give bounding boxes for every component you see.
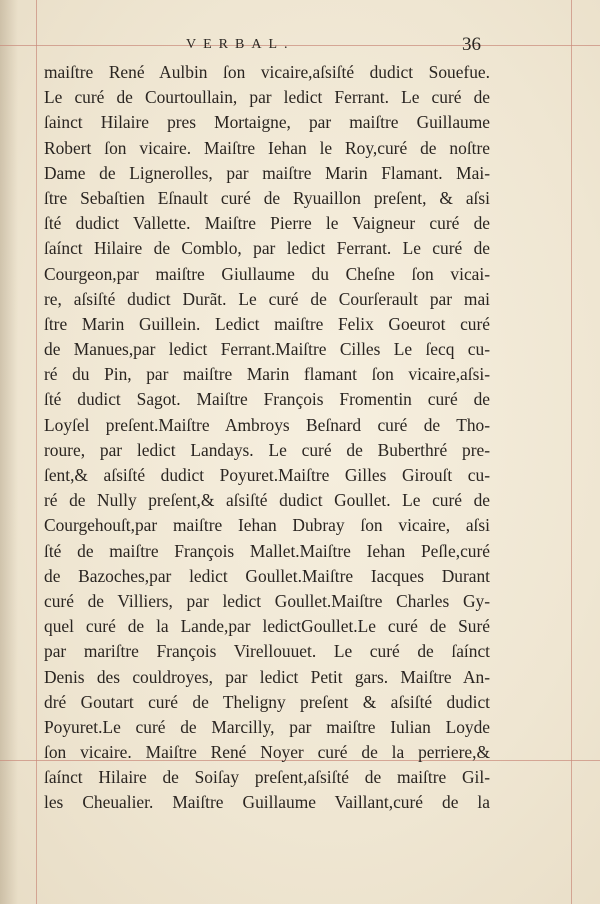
text-line: re, aſsiſté dudict Durãt. Le curé de Courſerault par mai — [44, 288, 490, 309]
page-header — [0, 34, 600, 56]
text-line: Loyſel preſent.Maiſtre Ambroys Beſnard curé de Tho- — [44, 414, 490, 435]
ruled-line-left — [36, 0, 37, 904]
text-line: ſaínct Hilaire de Comblo, par ledict Ferrant. Le curé de — [44, 238, 490, 259]
text-line: ſtre Sebaſtien Eſnault curé de Ryuaillon preſent, & aſsi — [44, 187, 490, 208]
text-line: curé de Villiers, par ledict Goullet.Maiſtre Charles Gy- — [44, 590, 490, 611]
text-line: Poyuret.Le curé de Marcilly, par maiſtre Iulian Loyde — [44, 716, 490, 737]
text-line: Courgehouſt,par maiſtre Iehan Dubray ſon vicaire, aſsi — [44, 515, 490, 536]
text-line: maiſtre René Aulbin ſon vicaire,aſsiſté dudict Souefue. — [44, 62, 490, 82]
ruled-line-right — [571, 0, 572, 904]
text-line: ſent,& aſsiſté dudict Poyuret.Maiſtre Gilles Girouſt cu- — [44, 465, 490, 485]
text-line: ſté dudict Sagot. Maiſtre François Fromentin curé de — [44, 389, 490, 410]
text-line: Robert ſon vicaire. Maiſtre Iehan le Roy,curé de noſtre — [44, 137, 490, 158]
text-line: ſainct Hilaire pres Mortaigne, par maiſtre Guillaume — [44, 112, 490, 133]
text-line: roure, par ledict Landays. Le curé de Buberthré pre- — [44, 439, 490, 460]
text-line: ſon vicaire. Maiſtre René Noyer curé de la perriere,& — [44, 742, 490, 763]
text-line: Courgeon,par maiſtre Giullaume du Cheſne ſon vicai- — [44, 263, 490, 284]
text-line: ré de Nully preſent,& aſsiſté dudict Goullet. Le curé de — [44, 490, 490, 511]
text-line: ſté dudict Vallette. Maiſtre Pierre le Vaigneur curé de — [44, 213, 490, 234]
text-line: de Manues,par ledict Ferrant.Maiſtre Cilles Le ſecq cu- — [44, 339, 490, 360]
text-line: Le curé de Courtoullain, par ledict Ferrant. Le curé de — [44, 87, 490, 108]
page-number: 36 — [462, 34, 481, 55]
running-head: VERBAL. — [186, 37, 295, 52]
text-line: ſtre Marin Guillein. Ledict maiſtre Felix Goeurot curé — [44, 313, 490, 334]
body-text — [44, 60, 490, 816]
text-line: Denis des couldroyes, par ledict Petit gars. Maiſtre An- — [44, 666, 490, 687]
text-line: ſaínct Hilaire de Soiſay preſent,aſsiſté de maiſtre Gil- — [44, 767, 490, 788]
text-line: de Bazoches,par ledict Goullet.Maiſtre Iacques Durant — [44, 565, 490, 586]
text-line: par mariſtre François Virellouuet. Le curé de ſaínct — [44, 641, 490, 662]
gutter-shadow — [0, 0, 18, 904]
text-line: dré Goutart curé de Theligny preſent & aſsiſté dudict — [44, 691, 490, 712]
text-line: ſté de maiſtre François Mallet.Maiſtre Iehan Peſle,curé — [44, 540, 490, 561]
text-line: Dame de Lignerolles, par maiſtre Marin Flamant. Mai- — [44, 162, 490, 183]
text-line: quel curé de la Lande,par ledictGoullet.Le curé de Suré — [44, 616, 490, 637]
text-line: les Cheualier. Maiſtre Guillaume Vaillant,curé de la — [44, 792, 490, 813]
text-line: ré du Pin, par maiſtre Marin flamant ſon vicaire,aſsi- — [44, 364, 490, 385]
